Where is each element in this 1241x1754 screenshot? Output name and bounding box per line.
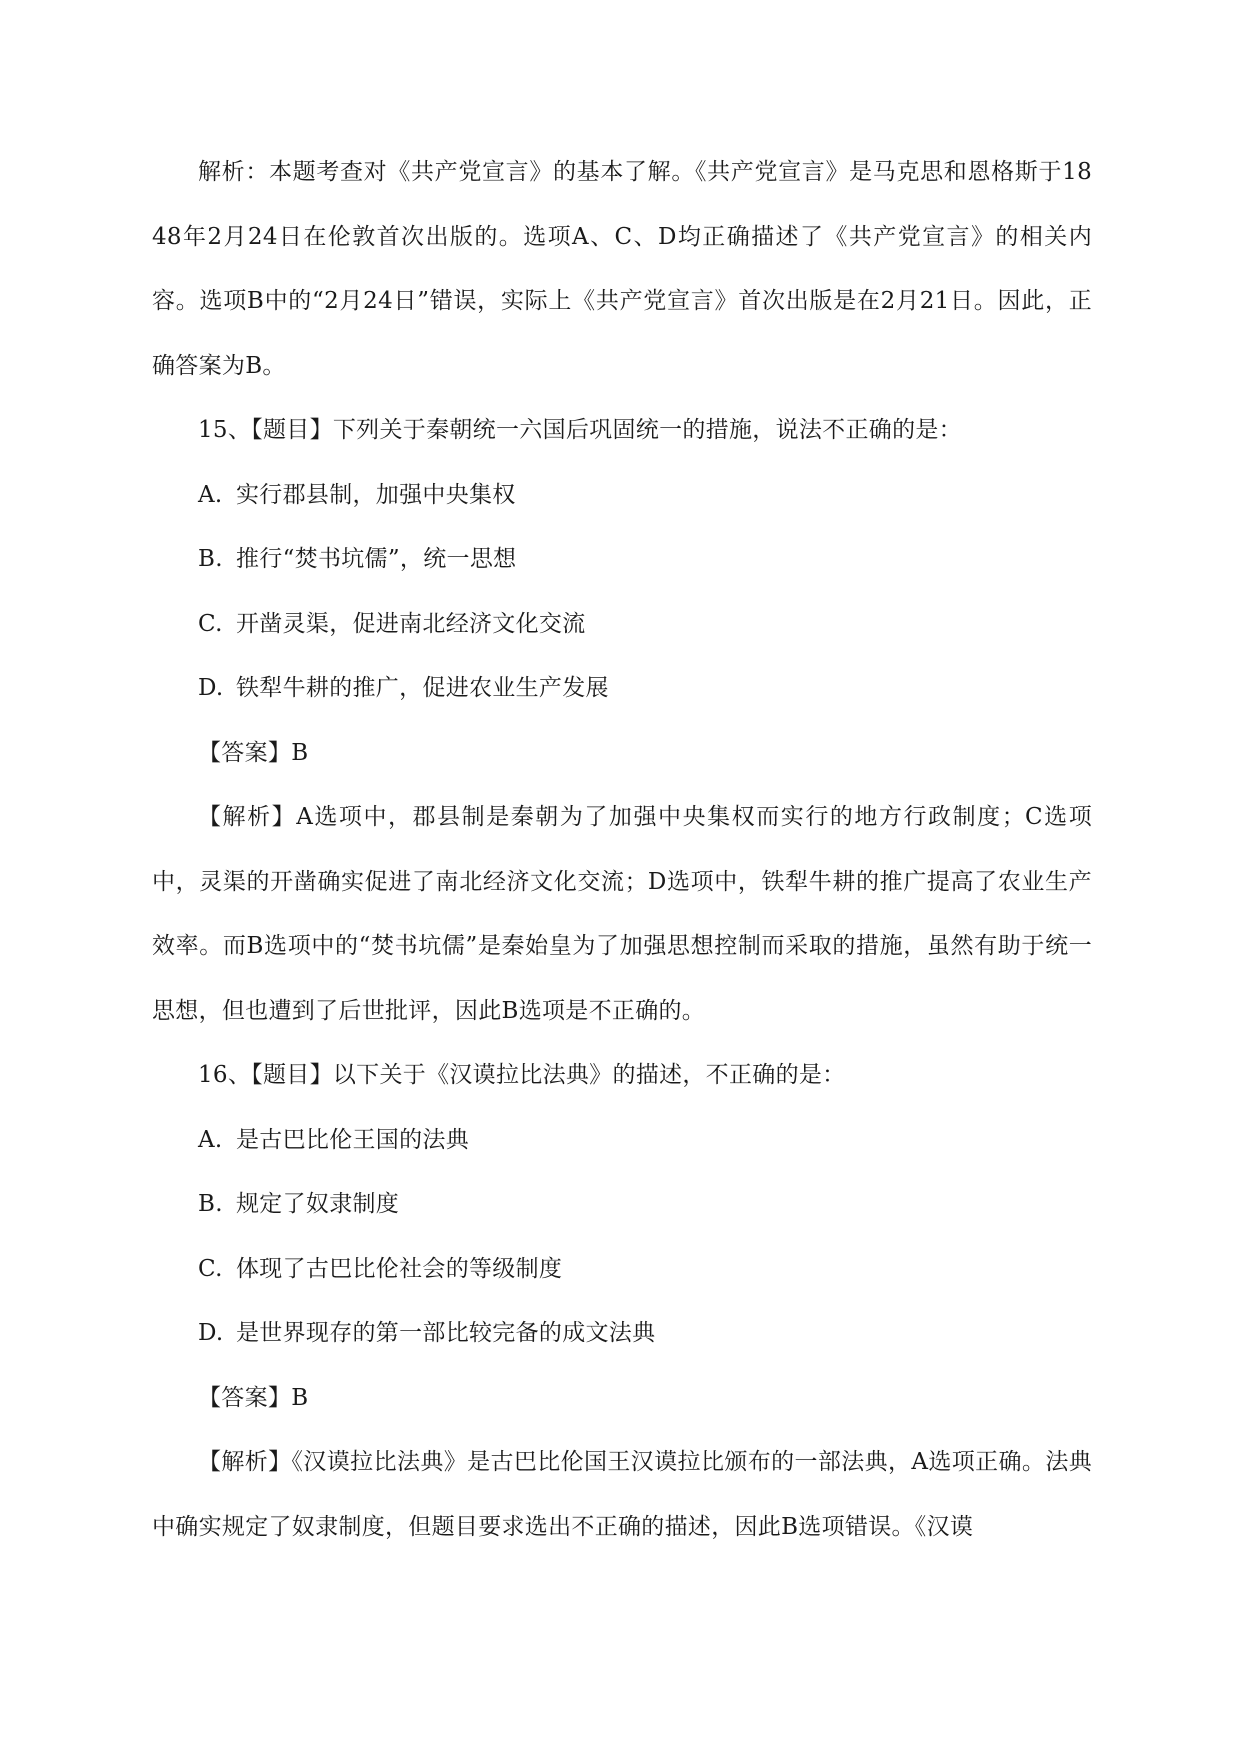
question-15 (152, 398, 1092, 1043)
option-letter: B. (198, 546, 223, 572)
option-text: 是世界现存的第一部比较完备的成文法典 (236, 1320, 656, 1346)
option-c (152, 1237, 1092, 1302)
document-page (152, 140, 1092, 1559)
option-b (152, 527, 1092, 592)
option-letter: A. (198, 1126, 223, 1153)
option-b (152, 1172, 1092, 1237)
option-d (152, 1301, 1092, 1366)
option-letter: A. (198, 481, 223, 508)
option-text: 铁犁牛耕的推广，促进农业生产发展 (236, 675, 609, 701)
question-16 (152, 1043, 1092, 1559)
question-stem: 16、【题目】以下关于《汉谟拉比法典》的描述，不正确的是： (198, 1062, 846, 1088)
answer: 【答案】B (198, 739, 309, 766)
option-text: 体现了古巴比伦社会的等级制度 (236, 1255, 563, 1282)
option-letter: D. (198, 675, 224, 701)
intro-analysis: 解析：本题考查对《共产党宣言》的基本了解。《共产党宣言》是马克思和恩格斯于1848年2月24日在伦敦首次出版的。选项A、C、D均正确描述了《共产党宣言》的相关内容。选项B中的“2月24日”错误，实际上《共产党宣言》首次出版是在2月21日。因此，正确答案为B。 (152, 159, 1092, 379)
option-letter: C. (198, 610, 223, 637)
option-a (152, 463, 1092, 528)
option-d (152, 656, 1092, 721)
answer: 【答案】B (198, 1384, 309, 1411)
option-text: 开凿灵渠，促进南北经济文化交流 (236, 610, 586, 637)
option-c (152, 592, 1092, 657)
option-text: 实行郡县制，加强中央集权 (236, 481, 516, 508)
option-text: 规定了奴隶制度 (236, 1191, 400, 1217)
option-letter: B. (198, 1191, 223, 1217)
option-letter: C. (198, 1255, 223, 1282)
analysis: 【解析】A选项中，郡县制是秦朝为了加强中央集权而实行的地方行政制度；C选项中，灵渠的开凿确实促进了南北经济文化交流；D选项中，铁犁牛耕的推广提高了农业生产效率。而B选项中的“焚书坑儒”是秦始皇为了加强思想控制而采取的措施，虽然有助于统一思想，但也遭到了后世批评，因此B选项是不正确的。 (152, 804, 1092, 1024)
option-text: 是古巴比伦王国的法典 (236, 1126, 469, 1153)
option-text: 推行“焚书坑儒”，统一思想 (236, 546, 517, 572)
option-letter: D. (198, 1320, 224, 1346)
option-a (152, 1108, 1092, 1173)
question-stem: 15、【题目】下列关于秦朝统一六国后巩固统一的措施，说法不正确的是： (198, 417, 962, 443)
analysis: 【解析】《汉谟拉比法典》是古巴比伦国王汉谟拉比颁布的一部法典，A选项正确。法典中确实规定了奴隶制度，但题目要求选出不正确的描述，因此B选项错误。《汉谟 (152, 1449, 1092, 1540)
